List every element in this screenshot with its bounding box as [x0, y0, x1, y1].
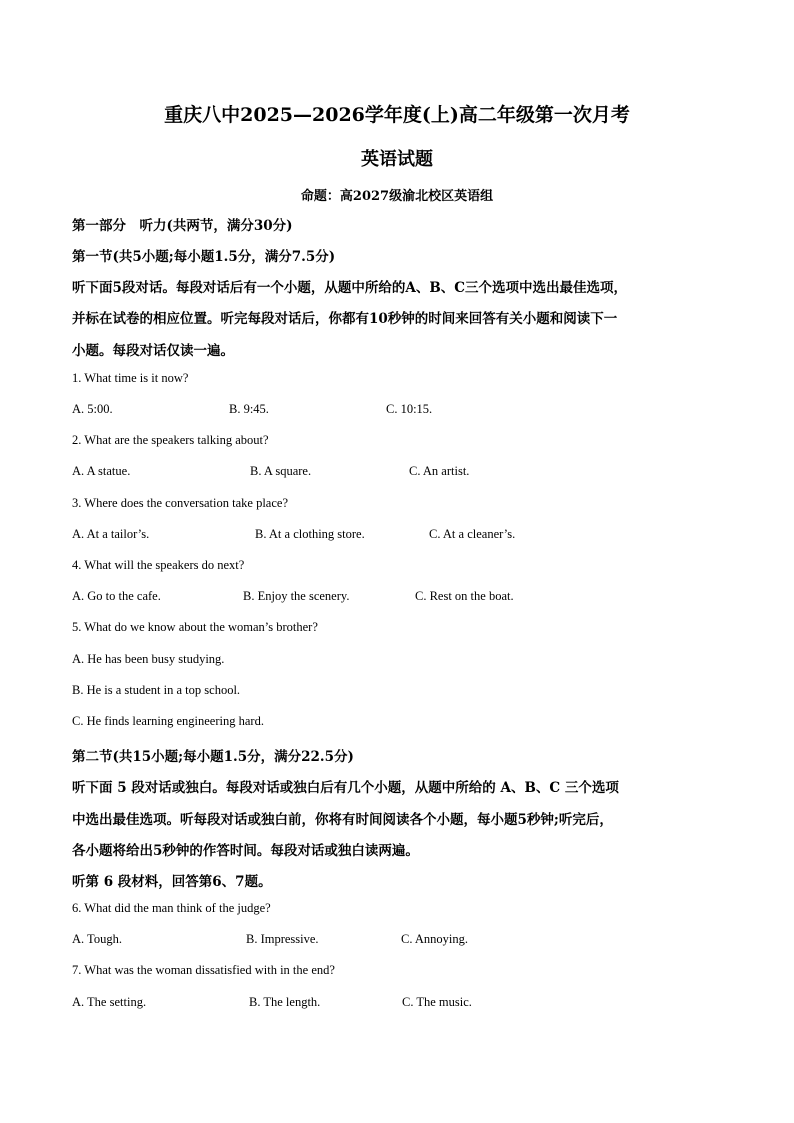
option-c: C. 10:15.	[386, 402, 433, 416]
section2-heading: 第二节(共15小题;每小题1.5分，满分22.5分)	[72, 749, 354, 765]
question-text: 7. What was the woman dissatisfied with in the end?	[72, 963, 335, 977]
section1-instruction-line: 并标在试卷的相应位置。听完每段对话后，你都有10秒钟的时间来回答有关小题和阅读下一	[72, 311, 618, 327]
option-b: B. The length.	[249, 995, 321, 1009]
option-c: C. Rest on the boat.	[415, 589, 514, 603]
exam-author: 命题：高2027级渝北校区英语组	[300, 189, 494, 204]
part1-heading: 第一部分 听力(共两节，满分30分)	[72, 218, 293, 234]
option-b: B. Enjoy the scenery.	[243, 589, 350, 603]
section1-heading: 第一节(共5小题;每小题1.5分，满分7.5分)	[72, 249, 336, 265]
section2-instruction-line: 听下面 5 段对话或独白。每段对话或独白后有几个小题，从题中所给的 A、B、C 三个选项	[72, 780, 619, 796]
option-b: B. 9:45.	[229, 402, 269, 416]
option-a: A. The setting.	[72, 995, 147, 1009]
option-a: A. He has been busy studying.	[72, 652, 225, 666]
section1-instruction-line: 听下面5段对话。每段对话后有一个小题，从题中所给的A、B、C三个选项中选出最佳选项，	[72, 280, 628, 296]
option-c: C. The music.	[402, 995, 472, 1009]
exam-title: 重庆八中2025—2026学年度(上)高二年级第一次月考	[164, 104, 630, 126]
option-b: B. Impressive.	[246, 932, 319, 946]
option-a: A. Go to the cafe.	[72, 589, 161, 603]
material-note: 听第 6 段材料，回答第6、7题。	[72, 874, 272, 890]
question-text: 2. What are the speakers talking about?	[72, 433, 269, 447]
question-text: 6. What did the man think of the judge?	[72, 901, 271, 915]
option-a: A. At a tailor’s.	[72, 527, 150, 541]
option-c: C. At a cleaner’s.	[429, 527, 516, 541]
question-text: 3. Where does the conversation take place?	[72, 496, 288, 510]
option-a: A. Tough.	[72, 932, 122, 946]
option-b: B. He is a student in a top school.	[72, 683, 241, 697]
option-c: C. Annoying.	[401, 932, 469, 946]
option-b: B. At a clothing store.	[255, 527, 365, 541]
question-text: 1. What time is it now?	[72, 371, 189, 385]
exam-subject: 英语试题	[361, 149, 433, 170]
section1-instruction-line: 小题。每段对话仅读一遍。	[72, 343, 234, 359]
option-a: A. A statue.	[72, 464, 131, 478]
option-c: C. He finds learning engineering hard.	[72, 714, 264, 728]
option-b: B. A square.	[250, 464, 312, 478]
section2-instruction-line: 各小题将给出5秒钟的作答时间。每段对话或独白读两遍。	[72, 843, 419, 859]
section2-instruction-line: 中选出最佳选项。听每段对话或独白前，你将有时间阅读各个小题，每小题5秒钟;听完后，	[72, 812, 613, 828]
question-text: 5. What do we know about the woman’s brother?	[72, 620, 318, 634]
question-text: 4. What will the speakers do next?	[72, 558, 245, 572]
option-a: A. 5:00.	[72, 402, 113, 416]
option-c: C. An artist.	[409, 464, 470, 478]
